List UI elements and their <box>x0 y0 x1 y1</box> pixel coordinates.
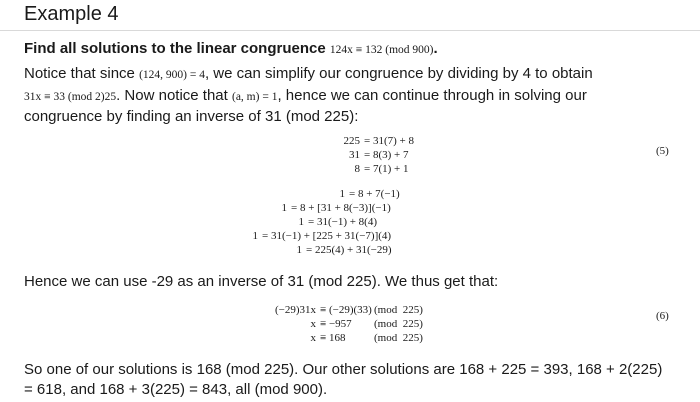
back-lhs-5: 1 <box>296 244 302 256</box>
euclid-lhs-2: 31 <box>349 149 360 161</box>
para1-text-c: . Now notice that <box>116 87 228 104</box>
solve-mod-2: (mod 225) <box>374 318 423 330</box>
solve-mod-1: (mod 225) <box>374 304 423 316</box>
back-lhs-2: 1 <box>281 202 287 214</box>
reduced-congruence: 31x ≡ 33 (mod 2)25 <box>24 91 117 103</box>
euclid-rhs-2: = 8(3) + 7 <box>364 149 409 161</box>
solve-rhs-3: ≡ 168 <box>320 332 346 344</box>
solve-lhs-2: x <box>310 318 316 330</box>
solve-rhs-1: ≡ (−29)(33) <box>320 304 372 316</box>
back-rhs-1: = 8 + 7(−1) <box>349 188 400 200</box>
para1-line1 <box>24 65 593 82</box>
solve-rhs-2: ≡ −957 <box>320 318 352 330</box>
equation-number-6: (6) <box>656 310 669 322</box>
solve-lhs-3: x <box>310 332 316 344</box>
back-rhs-5: = 225(4) + 31(−29) <box>306 244 392 256</box>
back-rhs-4: = 31(−1) + [225 + 31(−7)](4) <box>262 230 392 242</box>
problem-period: . <box>433 40 438 57</box>
problem-congruence: 124x ≡ 132 (mod 900) <box>329 44 434 56</box>
problem-statement <box>24 40 438 57</box>
back-lhs-4: 1 <box>252 230 258 242</box>
euclid-lhs-1: 225 <box>343 135 360 147</box>
euclid-rhs-1: = 31(7) + 8 <box>364 135 414 147</box>
back-lhs-1: 1 <box>339 188 345 200</box>
page-title: Example 4 <box>24 3 119 25</box>
equation-number-5: (5) <box>656 145 669 157</box>
coprime-expression: (a, m) = 1 <box>232 91 278 103</box>
para1-text-d: , hence we can continue through in solving our <box>277 87 587 104</box>
solve-mod-3: (mod 225) <box>374 332 423 344</box>
title-bar <box>0 0 700 31</box>
gcd-expression: (124, 900) = 4 <box>139 69 205 81</box>
problem-heading: Find all solutions to the linear congruence <box>24 40 326 57</box>
para1-line3: congruence by finding an inverse of 31 (mod 225): <box>24 108 359 125</box>
conclusion-line2: = 618, and 168 + 3(225) = 843, all (mod 900). <box>24 381 328 398</box>
hence-text: Hence we can use -29 as an inverse of 31 (mod 225). We thus get that: <box>24 273 499 290</box>
euclid-rhs-3: = 7(1) + 1 <box>364 163 409 175</box>
para1-text-a: Notice that since <box>24 65 135 82</box>
conclusion-line1: So one of our solutions is 168 (mod 225). Our other solutions are 168 + 225 = 393, 168 + 2(225) <box>24 361 663 378</box>
back-lhs-3: 1 <box>298 216 304 228</box>
back-rhs-3: = 31(−1) + 8(4) <box>308 216 378 228</box>
solve-lhs-1: (−29)31x <box>274 304 316 316</box>
para1-line2 <box>24 87 587 104</box>
para1-text-b: , we can simplify our congruence by dividing by 4 to obtain <box>204 65 593 82</box>
euclid-lhs-3: 8 <box>354 163 360 175</box>
back-rhs-2: = 8 + [31 + 8(−3)](−1) <box>291 202 391 214</box>
